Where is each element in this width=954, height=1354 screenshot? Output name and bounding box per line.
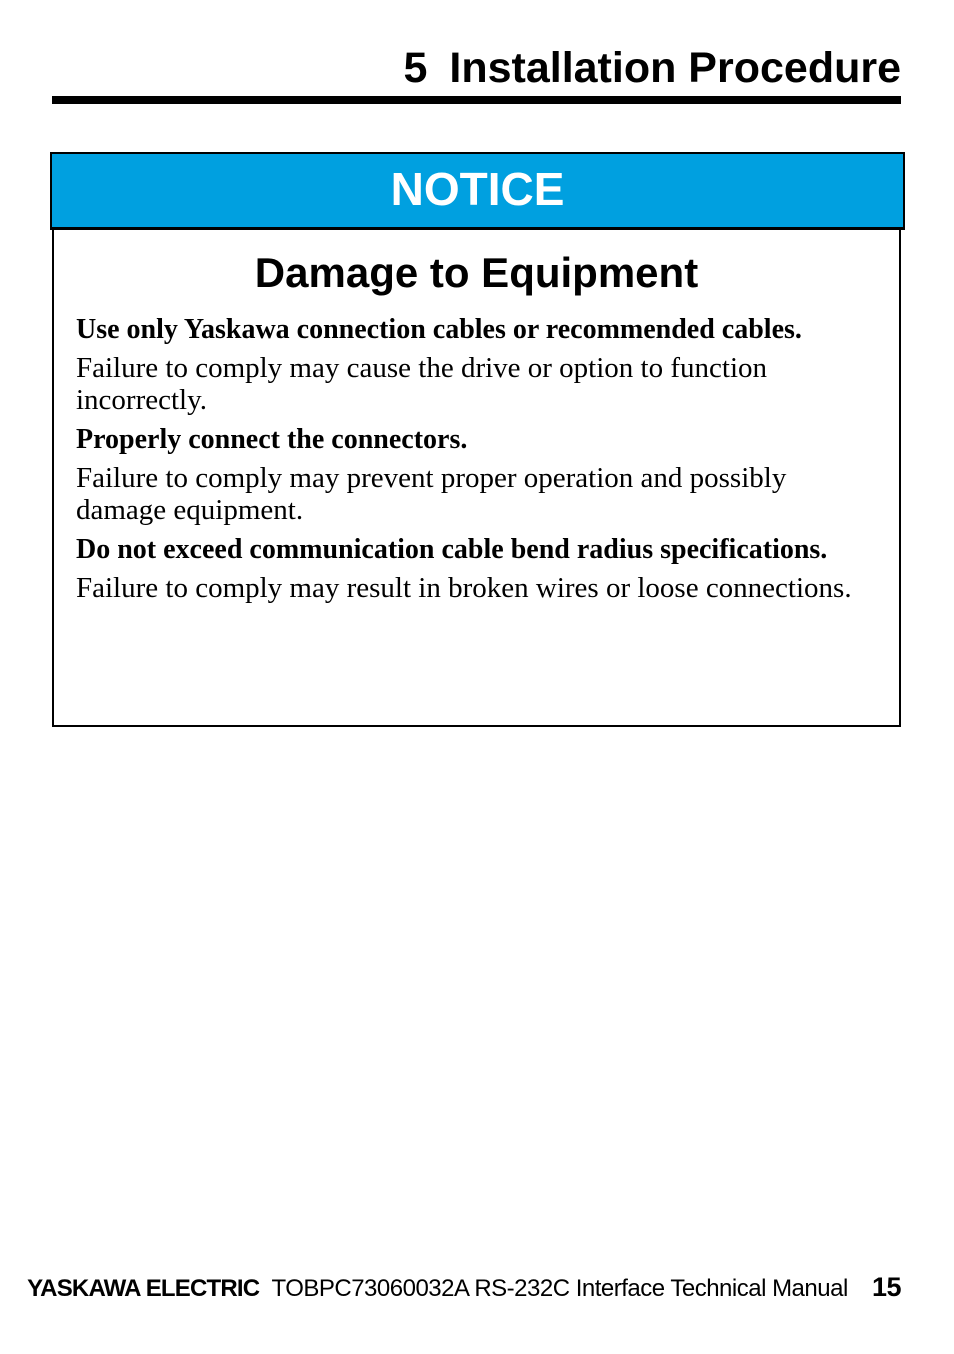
notice-item-text: Failure to comply may result in broken wires or loose connections.	[76, 572, 852, 604]
section-title	[403, 42, 901, 94]
footer-company: YASKAWA ELECTRIC	[27, 1275, 260, 1302]
section-title-text: Installation Procedure	[449, 44, 901, 92]
notice-item-text: Failure to comply may cause the drive or option to function incorrectly.	[76, 352, 768, 416]
notice-label: NOTICE	[390, 163, 565, 215]
notice-box	[52, 152, 901, 727]
section-rule	[52, 96, 901, 104]
notice-item-text: Failure to comply may prevent proper operation and possibly damage equipment.	[76, 462, 787, 526]
notice-item	[76, 534, 866, 604]
notice-item-title: Use only Yaskawa connection cables or recommended cables.	[76, 314, 802, 345]
notice-heading: Damage to Equipment	[254, 249, 699, 296]
notice-item	[76, 314, 866, 416]
notice-item-title: Do not exceed communication cable bend radius specifications.	[76, 534, 828, 565]
notice-banner	[50, 152, 905, 230]
notice-item-title: Properly connect the connectors.	[76, 424, 468, 455]
page-footer	[27, 1271, 901, 1305]
notice-item	[76, 424, 866, 526]
section-number: 5	[403, 44, 428, 92]
notice-body	[76, 314, 866, 612]
footer-manual-title: TOBPC73060032A RS-232C Interface Technical Manual	[271, 1275, 848, 1302]
section-header	[52, 38, 901, 104]
page-number: 15	[871, 1272, 901, 1302]
